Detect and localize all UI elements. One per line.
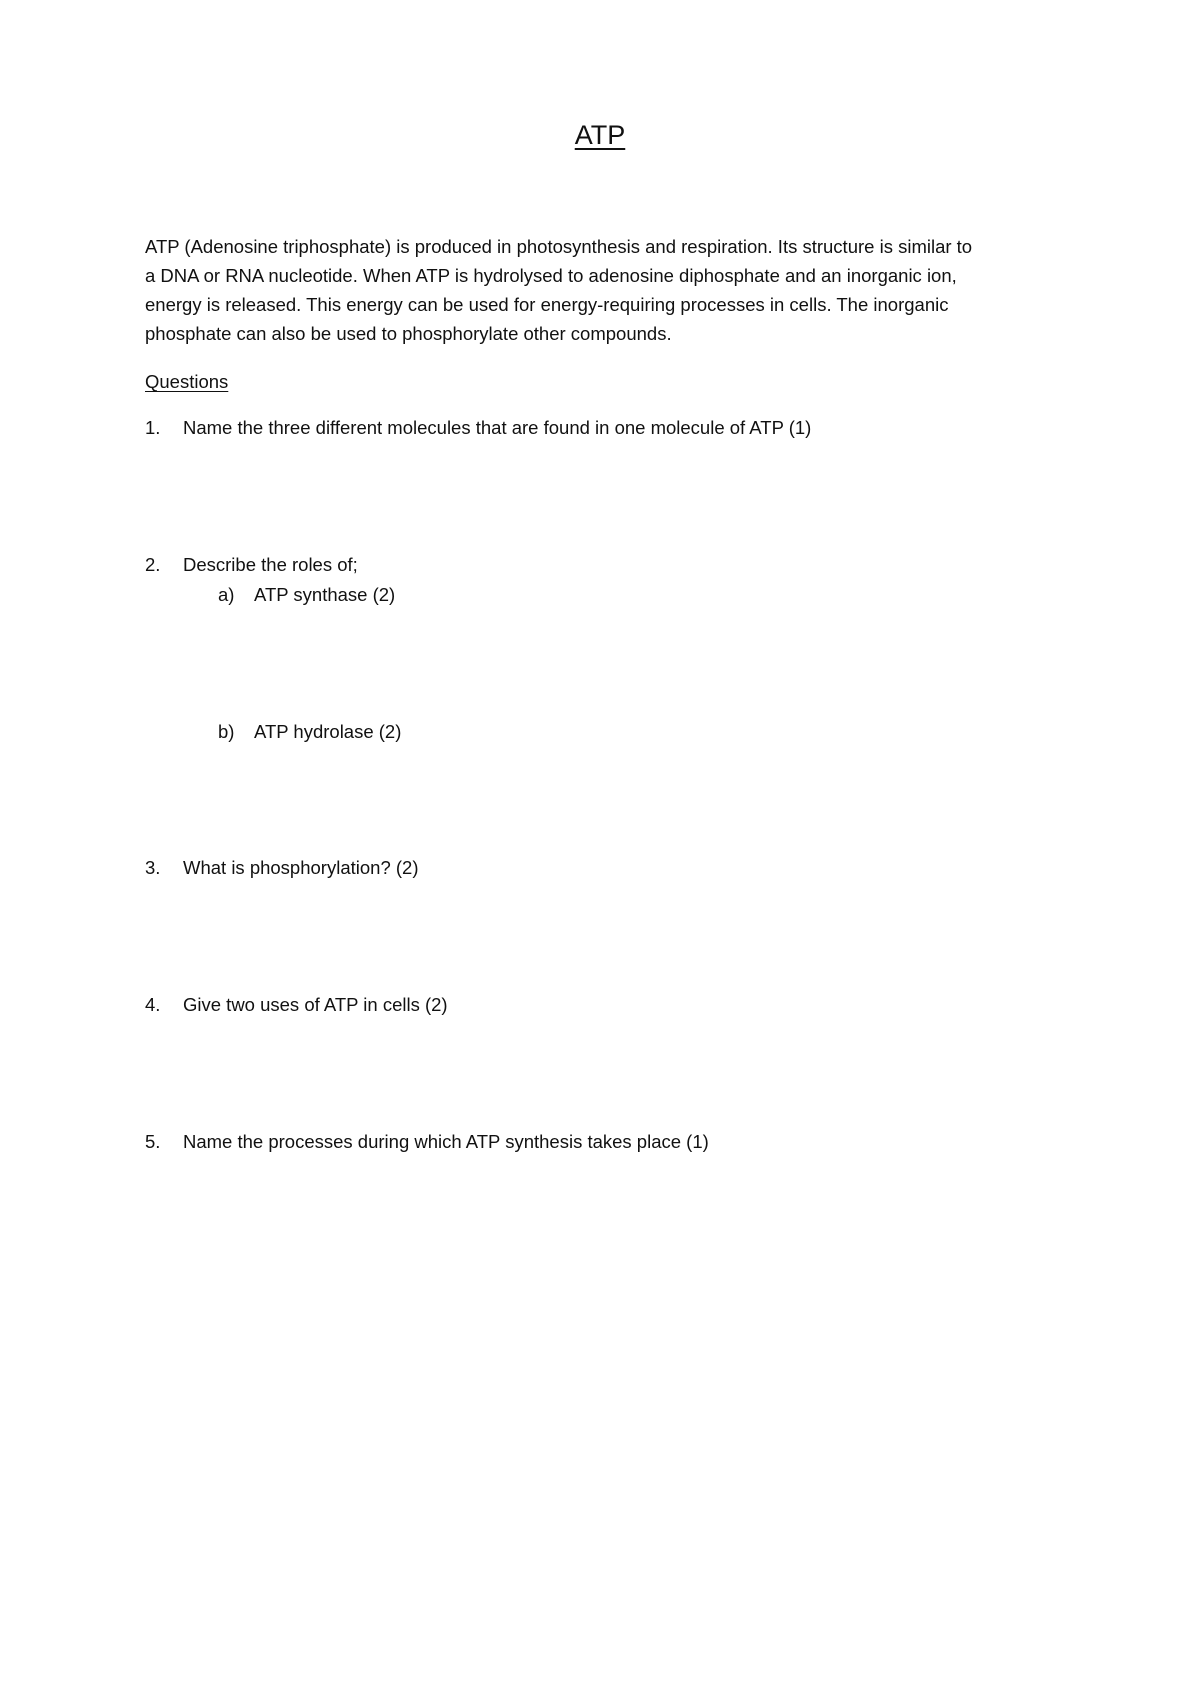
- page-title: ATP: [574, 120, 626, 150]
- question-text: Describe the roles of;: [183, 554, 358, 575]
- intro-line: ATP (Adenosine triphosphate) is produced in photosynthesis and respiration. Its structure is similar to: [145, 236, 973, 257]
- subquestion-letter: a): [218, 584, 235, 605]
- question-text: Name the processes during which ATP synthesis takes place (1): [183, 1131, 709, 1152]
- subquestion-text: ATP hydrolase (2): [254, 721, 402, 742]
- intro-line: phosphate can also be used to phosphorylate other compounds.: [145, 323, 672, 344]
- subquestion-text: ATP synthase (2): [254, 584, 396, 605]
- questions-heading: Questions: [145, 371, 229, 392]
- question-number: 4.: [145, 994, 161, 1015]
- question-text: What is phosphorylation? (2): [183, 857, 419, 878]
- intro-line: a DNA or RNA nucleotide. When ATP is hydrolysed to adenosine diphosphate and an inorganic ion,: [145, 265, 957, 286]
- intro-paragraph: [145, 232, 1065, 348]
- question-text: Name the three different molecules that are found in one molecule of ATP (1): [183, 417, 812, 438]
- question-text: Give two uses of ATP in cells (2): [183, 994, 448, 1015]
- subquestion-letter: b): [218, 721, 235, 742]
- question-number: 1.: [145, 417, 161, 438]
- question-number: 5.: [145, 1131, 161, 1152]
- question-number: 2.: [145, 554, 161, 575]
- question-number: 3.: [145, 857, 161, 878]
- intro-line: energy is released. This energy can be used for energy-requiring processes in cells. The inorganic: [145, 294, 949, 315]
